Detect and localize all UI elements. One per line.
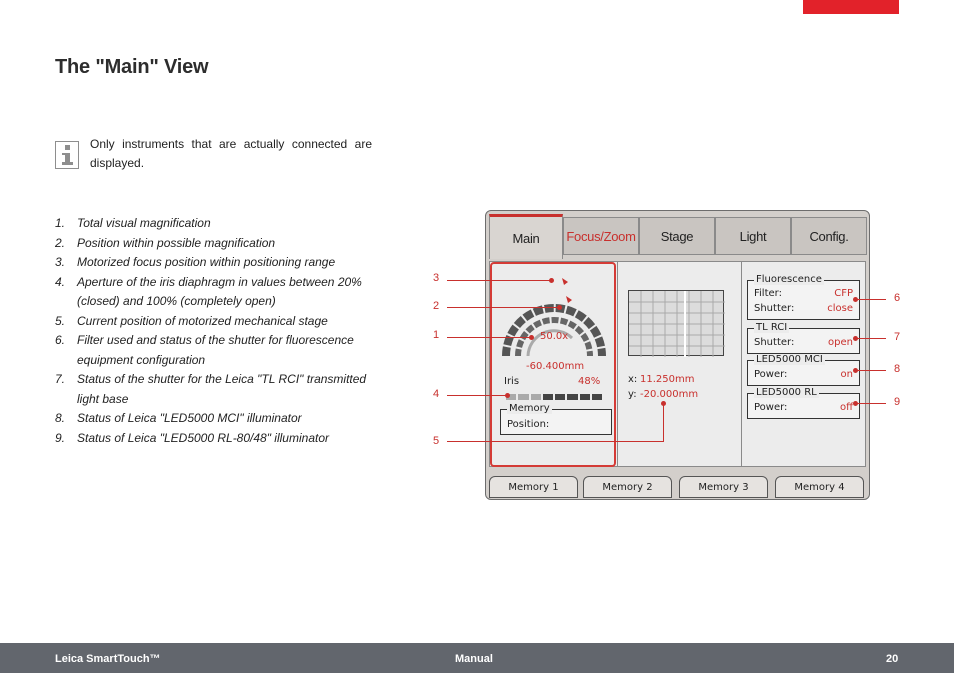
iris-label: Iris	[504, 376, 520, 387]
iris-bar	[506, 394, 602, 400]
info-icon	[55, 141, 79, 169]
legend-item: 9. Status of Leica "LED5000 RL-80/48" illuminator	[55, 430, 329, 445]
memory-3-button[interactable]: Memory 3	[679, 476, 768, 498]
callout-3: 3	[433, 272, 440, 284]
callout-2: 2	[433, 300, 440, 312]
legend-list	[55, 214, 375, 448]
tab-light[interactable]: Light	[715, 217, 791, 255]
footer-page-number: 20	[886, 653, 899, 665]
legend-item: 8. Status of Leica "LED5000 MCI" illuminator	[55, 411, 302, 425]
stage-y-value: -20.000mm	[640, 389, 699, 400]
legend-item: 7. Status of the shutter for the Leica "TL RCI" transmitted light base	[55, 372, 367, 406]
legend-item: 6. Filter used and status of the shutter for fluorescence equipment configuration	[55, 333, 354, 367]
info-note-text: Only instruments that are actually connected are displayed.	[90, 137, 372, 170]
fluorescence-filter: CFP	[834, 288, 853, 299]
tab-stage[interactable]: Stage	[639, 217, 715, 255]
stage-x-value: 11.250mm	[640, 374, 695, 385]
led-mci-power: on	[840, 369, 853, 380]
callout-5: 5	[433, 435, 440, 447]
position-label: Position:	[507, 419, 550, 430]
footer-product: Leica SmartTouch™	[55, 653, 161, 665]
led-rl-box: LED5000 RL Power: off	[747, 393, 860, 419]
stage-x-label: x:	[628, 374, 638, 385]
callout-9: 9	[894, 396, 901, 408]
memory-title: Memory	[509, 403, 550, 414]
memory-1-button[interactable]: Memory 1	[489, 476, 578, 498]
legend-item: 1. Total visual magnification	[55, 216, 211, 230]
magnification-value: 50.0x	[540, 331, 569, 342]
callout-6: 6	[894, 292, 901, 304]
main-panel	[489, 261, 866, 467]
callout-7: 7	[894, 331, 901, 343]
iris-value: 48%	[578, 376, 601, 387]
footer-manual: Manual	[455, 653, 493, 665]
page-footer	[0, 643, 954, 673]
fluorescence-box: Fluorescence Filter: CFP Shutter: close	[747, 280, 860, 320]
magnification-pane	[490, 262, 616, 467]
page-title: The "Main" View	[55, 56, 209, 78]
callout-1: 1	[433, 329, 440, 341]
top-accent-bar	[803, 0, 899, 14]
led-mci-box: LED5000 MCI Power: on	[747, 360, 860, 386]
tab-main[interactable]: Main	[489, 214, 563, 259]
tl-rci-box: TL RCI Shutter: open	[747, 328, 860, 354]
legend-item: 5. Current position of motorized mechanical stage	[55, 313, 328, 328]
focus-position: -60.400mm	[526, 361, 585, 372]
main-view-screenshot	[485, 210, 870, 500]
memory-2-button[interactable]: Memory 2	[583, 476, 672, 498]
legend-item: 4. Aperture of the iris diaphragm in values between 20% (closed) and 100% (completely open)	[55, 274, 362, 308]
led-rl-power: off	[839, 402, 853, 413]
tl-rci-shutter: open	[828, 337, 853, 348]
memory-position-box	[500, 403, 612, 435]
tab-config[interactable]: Config.	[791, 217, 867, 255]
memory-4-button[interactable]: Memory 4	[775, 476, 864, 498]
legend-item: 2. Position within possible magnification	[55, 235, 276, 250]
legend-item: 3. Motorized focus position within positioning range	[55, 255, 336, 269]
tab-bar	[486, 211, 870, 259]
callout-8: 8	[894, 363, 901, 375]
tab-focus-zoom[interactable]: Focus/Zoom	[563, 217, 639, 255]
stage-y-label: y:	[628, 389, 637, 400]
fluorescence-shutter: close	[827, 303, 853, 314]
callout-4: 4	[433, 388, 440, 400]
stage-grid	[628, 290, 724, 356]
